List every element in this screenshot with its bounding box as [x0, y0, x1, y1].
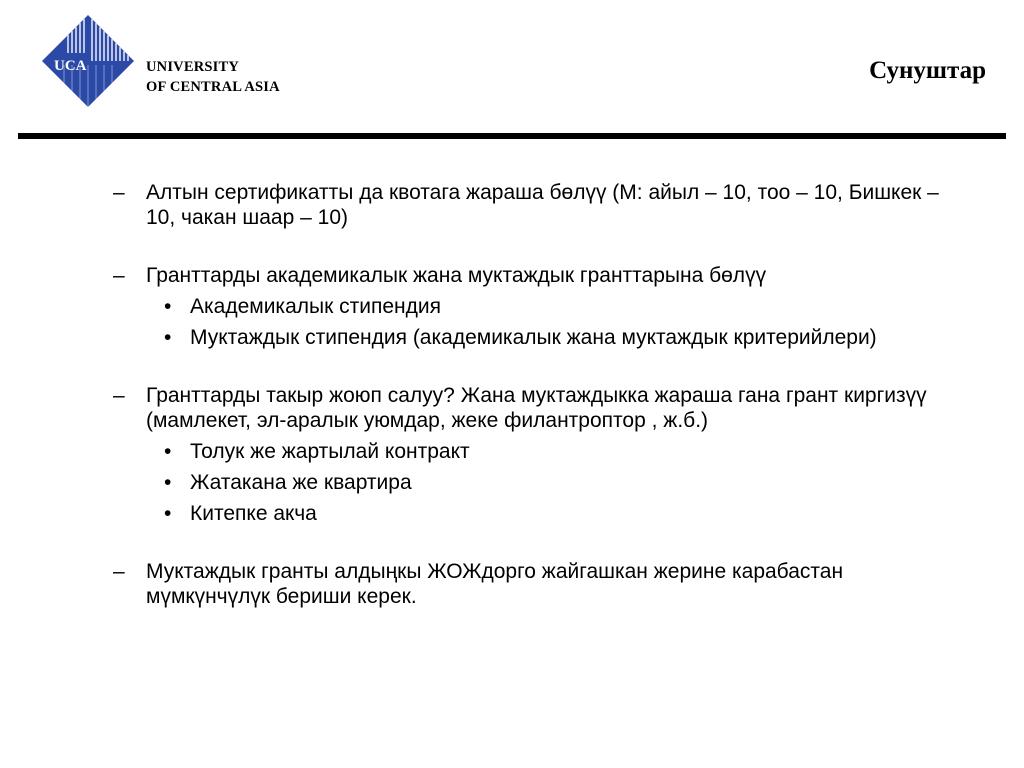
dash-marker: –: [113, 264, 125, 287]
sub-list-item: [0, 470, 1024, 495]
dash-marker: –: [113, 181, 125, 204]
list-item-text: Алтын сертификатты да квотага жараша бөлүү (М: айыл – 10, тоо – 10, Бишкек – 10, чакан шаар – 10): [146, 181, 939, 229]
sub-list-item: [0, 325, 1024, 350]
bullet-marker: •: [164, 440, 172, 463]
slide-content: [0, 180, 1024, 609]
sub-list-item: [0, 439, 1024, 464]
sub-list-item-text: Толук же жартылай контракт: [190, 440, 470, 463]
uca-logo: [40, 13, 136, 109]
uca-logo-icon: [40, 13, 136, 109]
bullet-marker: •: [164, 326, 172, 349]
list-item-text: Гранттарды такыр жоюп салуу? Жана муктаждыкка жараша гана грант киргизүү (мамлекет, эл-аралык уюмдар, жеке филантроптор , ж.б.): [146, 384, 927, 432]
header-divider: [18, 133, 1006, 139]
list-item: [0, 559, 1024, 609]
list-item: [0, 383, 1024, 433]
dash-marker: –: [113, 384, 125, 407]
logo-badge: UCA: [54, 58, 87, 74]
sub-list-item-text: Жатакана же квартира: [190, 471, 412, 494]
list-item: [0, 263, 1024, 288]
sub-list-item: [0, 501, 1024, 526]
list-item-text: Гранттарды академикалык жана муктаждык гранттарына бөлүү: [146, 264, 767, 287]
list-item: [0, 180, 1024, 230]
sub-list-item-text: Китепке акча: [190, 502, 317, 525]
logo-wordmark: [146, 57, 280, 97]
list-item-text: Муктаждык гранты алдыңкы ЖОЖдорго жайгашкан жерине карабастан мүмкүнчүлүк бериши керек.: [146, 560, 844, 608]
logo-line-2: OF CENTRAL ASIA: [146, 79, 280, 95]
sub-list-item-text: Муктаждык стипендия (академикалык жана муктаждык критерийлери): [190, 326, 877, 349]
sub-list-item-text: Академикалык стипендия: [190, 295, 441, 318]
bullet-marker: •: [164, 502, 172, 525]
slide-title: Сунуштар: [869, 57, 986, 84]
logo-line-1: UNIVERSITY: [146, 59, 240, 75]
dash-marker: –: [113, 560, 125, 583]
bullet-marker: •: [164, 471, 172, 494]
bullet-marker: •: [164, 295, 172, 318]
sub-list-item: [0, 294, 1024, 319]
